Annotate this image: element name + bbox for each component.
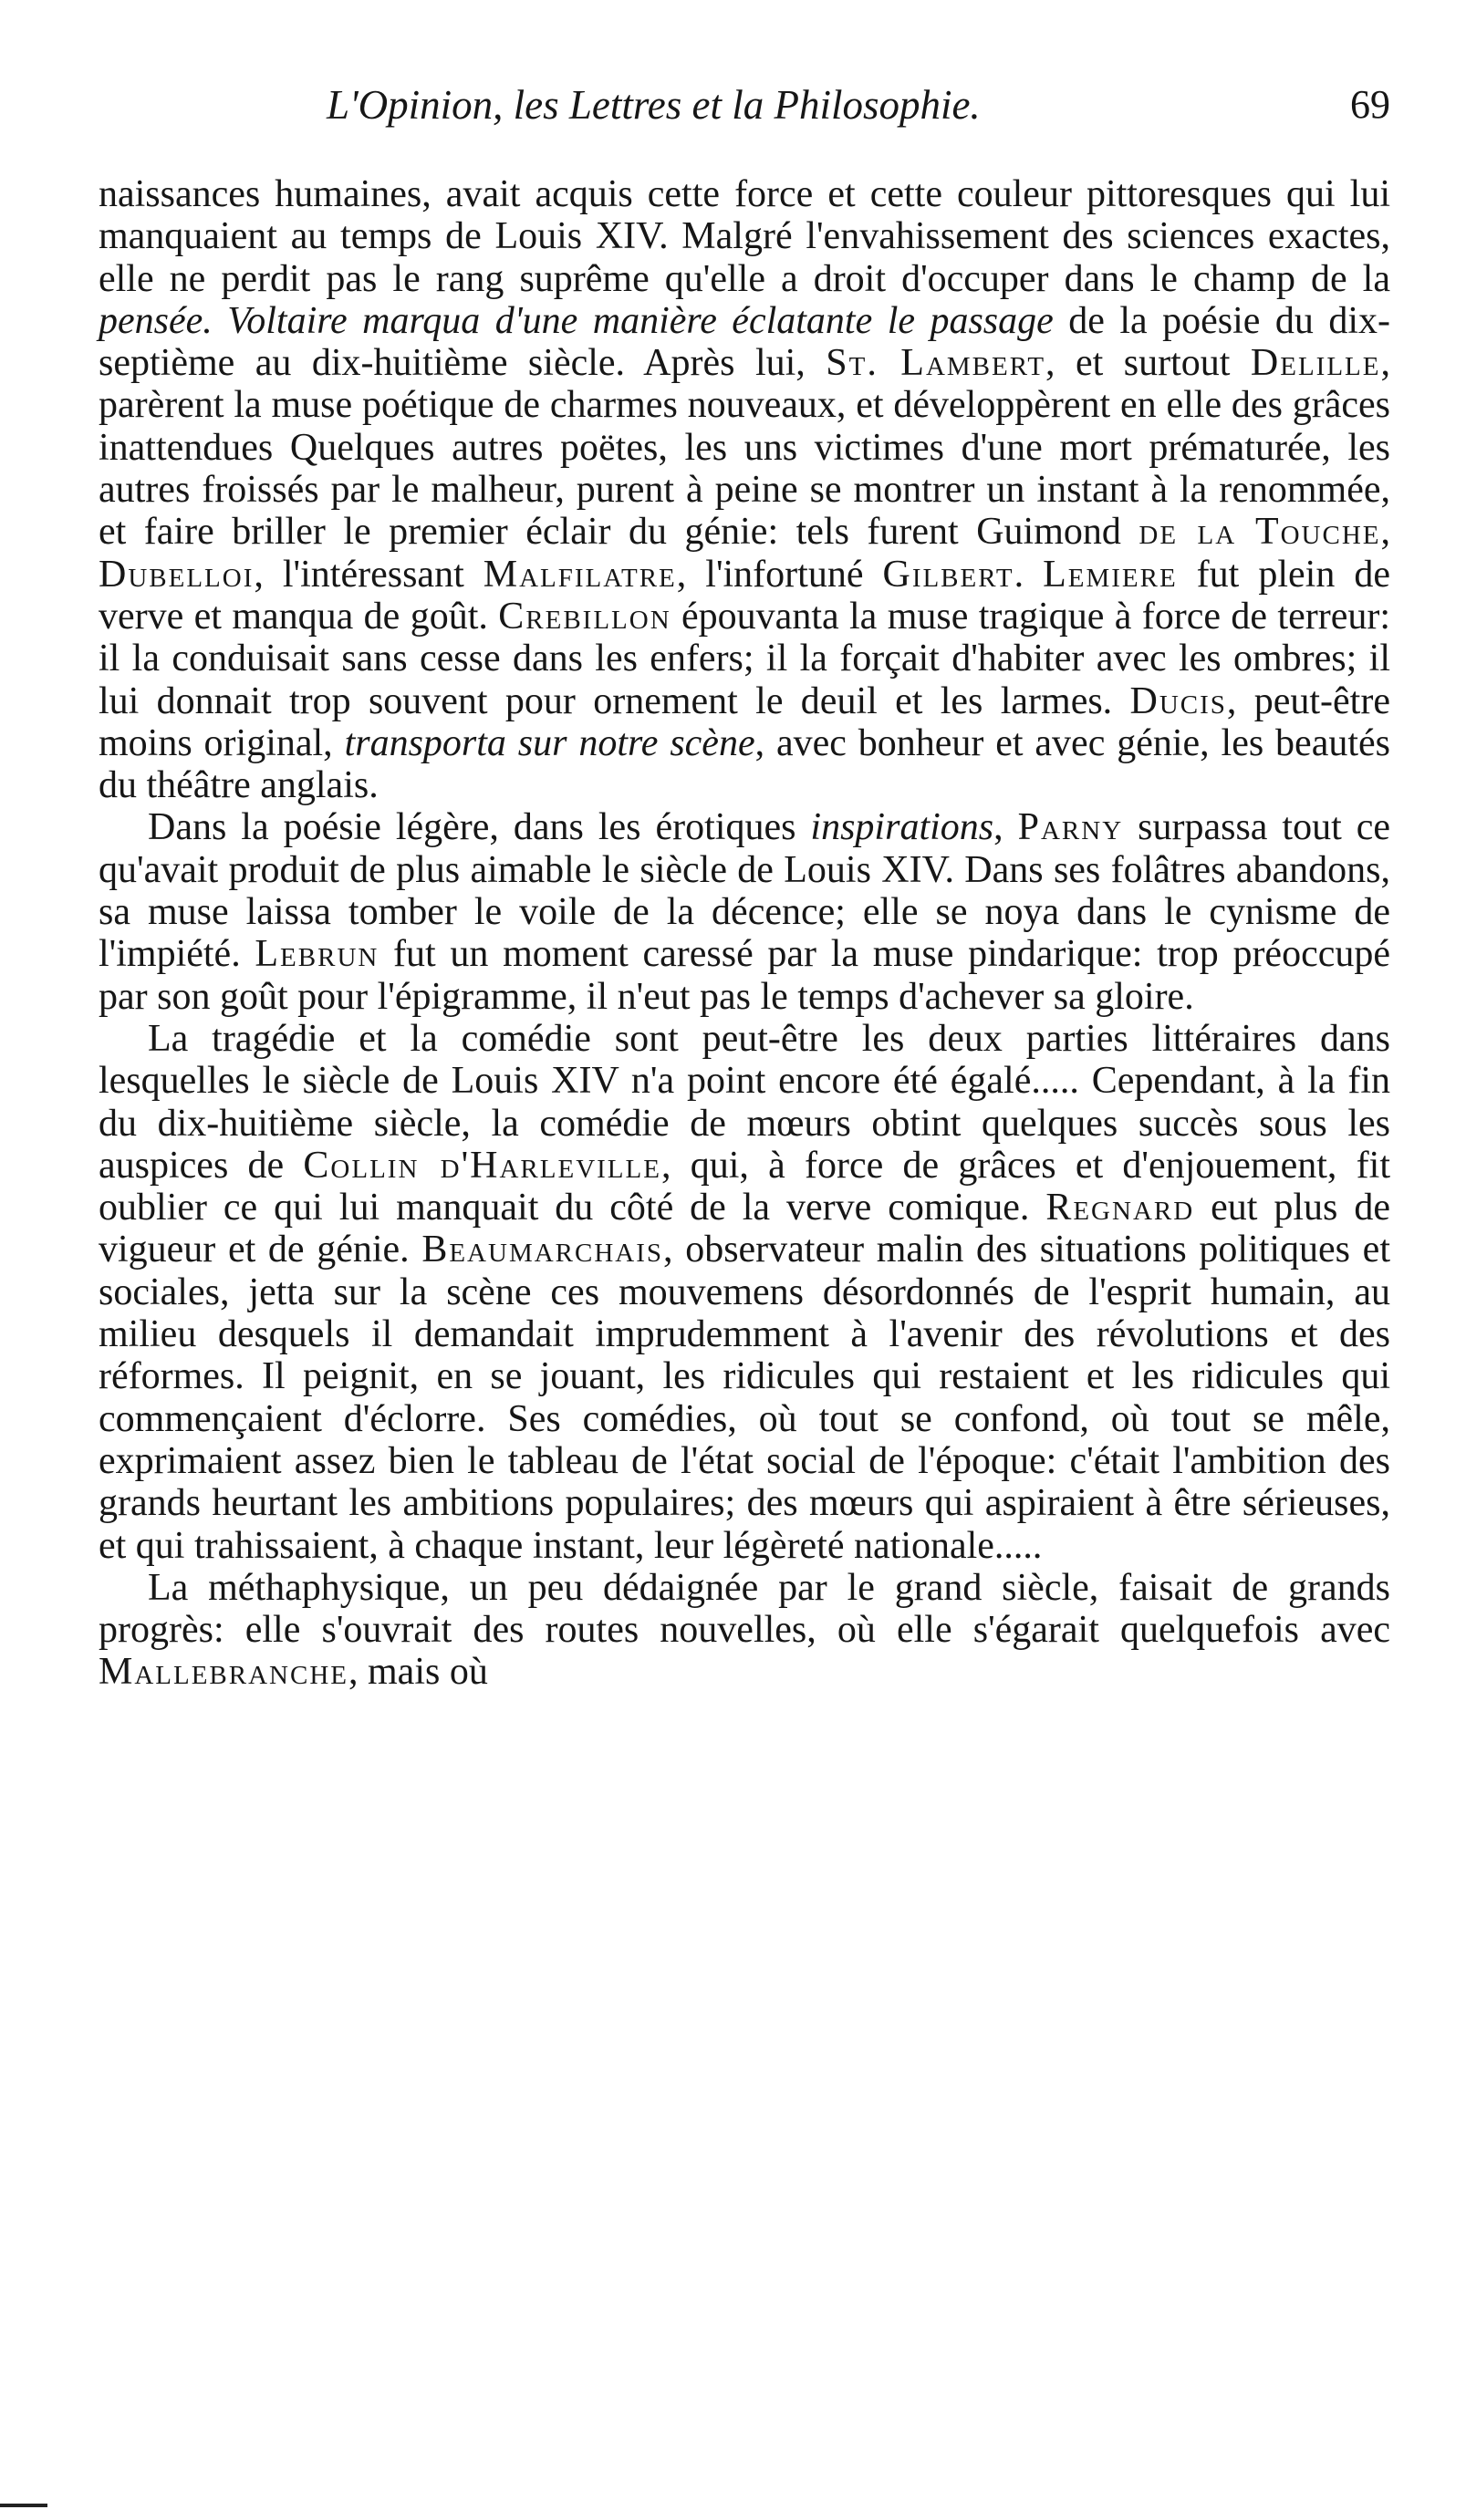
text-run: , avec bonheur et avec génie, les beautés du théâtre anglais.: [99, 721, 1390, 807]
paragraph-poetry: [99, 173, 1390, 806]
text-run: surpassa tout ce qu'avait produit de plus aimable le siècle de Louis XIV. Dans ses folâtres abandons, sa muse laissa tomber le voile de la décence; elle se noya dans le cynisme de l'impiété.: [99, 806, 1391, 976]
text-run: eut plus de vigueur et de génie.: [99, 1187, 1390, 1271]
text-run: , peut-être moins original,: [99, 679, 1390, 764]
text-run: épouvanta la muse tragique à force de terreur: il la conduisait sans cesse dans les enfers; il la forçait d'habiter avec les ombres; il lui donnait trop souvent pour ornement le deuil et les larmes.: [99, 595, 1391, 722]
author-name: Beaumarchais: [421, 1229, 664, 1271]
paragraph-light-poetry: [99, 806, 1390, 1017]
text-run: fut plein de verve et manqua de goût.: [99, 553, 1390, 638]
italic-phrase: transporta sur notre scène: [344, 721, 755, 764]
scan-edge-mark: [0, 2504, 47, 2507]
paragraph-metaphysics: [99, 1567, 1390, 1694]
text-run: fut un moment caressé par la muse pindarique: trop préoccupé par son goût pour l'épigramme, il n'eut pas le temps d'achever sa gloire.: [99, 933, 1391, 1018]
running-title: L'Opinion, les Lettres et la Philosophie.: [327, 82, 981, 128]
italic-phrase: inspirations: [810, 806, 994, 849]
text-run: Dans la poésie légère, dans les érotiques: [148, 806, 811, 849]
author-name: Mallebranche: [99, 1651, 349, 1694]
text-run: , et surtout: [1045, 342, 1251, 385]
text-run: , l'intéressant: [254, 553, 483, 596]
author-name: Parny: [1017, 806, 1124, 849]
text-run: , parèrent la muse poétique de charmes nouveaux, et développèrent en elle des grâces inattendues Quelques autres poëtes, les uns victimes d'une mort prématurée, les autres froissés par le malheur, purent à peine se montrer un instant à la renommée, et faire briller le premier éclair du génie: tels furent Guimond: [99, 342, 1390, 554]
author-name: Collin d'Harleville: [303, 1144, 661, 1187]
italic-phrase: pensée. Voltaire marqua d'une manière éclatante le passage: [99, 299, 1054, 342]
author-name: Crebillon: [498, 595, 671, 638]
text-run: , qui, à force de grâces et d'enjouement, fit oublier ce qui lui manquait du côté de la verve comique.: [99, 1144, 1390, 1229]
text-run: ,: [993, 806, 1018, 849]
text-run: , observateur malin des situations politiques et sociales, jetta sur la scène ces mouvemens désordonnés de l'esprit humain, au milieu desquels il demandait imprudemment à l'avenir des révolutions et des réformes. Il peignit, en se jouant, les ridicules qui restaient et les ridicules qui commençaient d'éclorre. Ses comédies, où tout se confond, où tout se mêle, exprimaient assez bien le tableau de l'état social de l'époque: c'était l'ambition des grands heurtant les ambitions populaires; des mœurs qui aspiraient à être sérieuses, et qui trahissaient, à chaque instant, leur légèreté nationale.....: [99, 1229, 1390, 1567]
text-run: , mais où: [348, 1651, 488, 1694]
author-name: Dubelloi: [99, 553, 255, 596]
author-name: Ducis: [1129, 679, 1227, 722]
text-run: naissances humaines, avait acquis cette force et cette couleur pittoresques qui lui manquaient au temps de Louis XIV. Malgré l'envahissement des sciences exactes, elle ne perdit pas le rang suprême qu'elle a droit d'occuper dans le champ de la: [99, 173, 1390, 300]
author-name: Malfilatre: [483, 553, 677, 596]
text-run: .: [1014, 553, 1044, 596]
author-name: de la Touche: [1138, 511, 1381, 554]
text-run: La méthaphysique, un peu dédaignée par le grand siècle, faisait de grands progrès: elle s'ouvrait des routes nouvelles, où elle s'égarait quelquefois avec: [99, 1566, 1390, 1652]
text-run: , l'infortuné: [676, 553, 883, 596]
author-name: Lemiere: [1043, 553, 1178, 596]
author-name: Regnard: [1045, 1187, 1195, 1229]
author-name: Lebrun: [255, 933, 379, 976]
text-run: ,: [1380, 511, 1390, 554]
page-header: [99, 73, 1390, 137]
author-name: Delille: [1250, 342, 1381, 385]
author-name: Gilbert: [882, 553, 1014, 596]
text-run: de la poésie du dix-septième au dix-huitième siècle. Après lui,: [99, 299, 1390, 385]
text-run: La tragédie et la comédie sont peut-être les deux parties littéraires dans lesquelles le siècle de Louis XIV n'a point encore été égalé..... Cependant, à la fin du dix-huitième siècle, la comédie de mœurs obtint quelques succès sous les auspices de: [99, 1017, 1390, 1187]
page-number: 69: [1350, 82, 1390, 127]
body-text: [99, 173, 1390, 1694]
paragraph-theatre: [99, 1018, 1390, 1567]
author-name: St. Lambert: [826, 342, 1046, 385]
